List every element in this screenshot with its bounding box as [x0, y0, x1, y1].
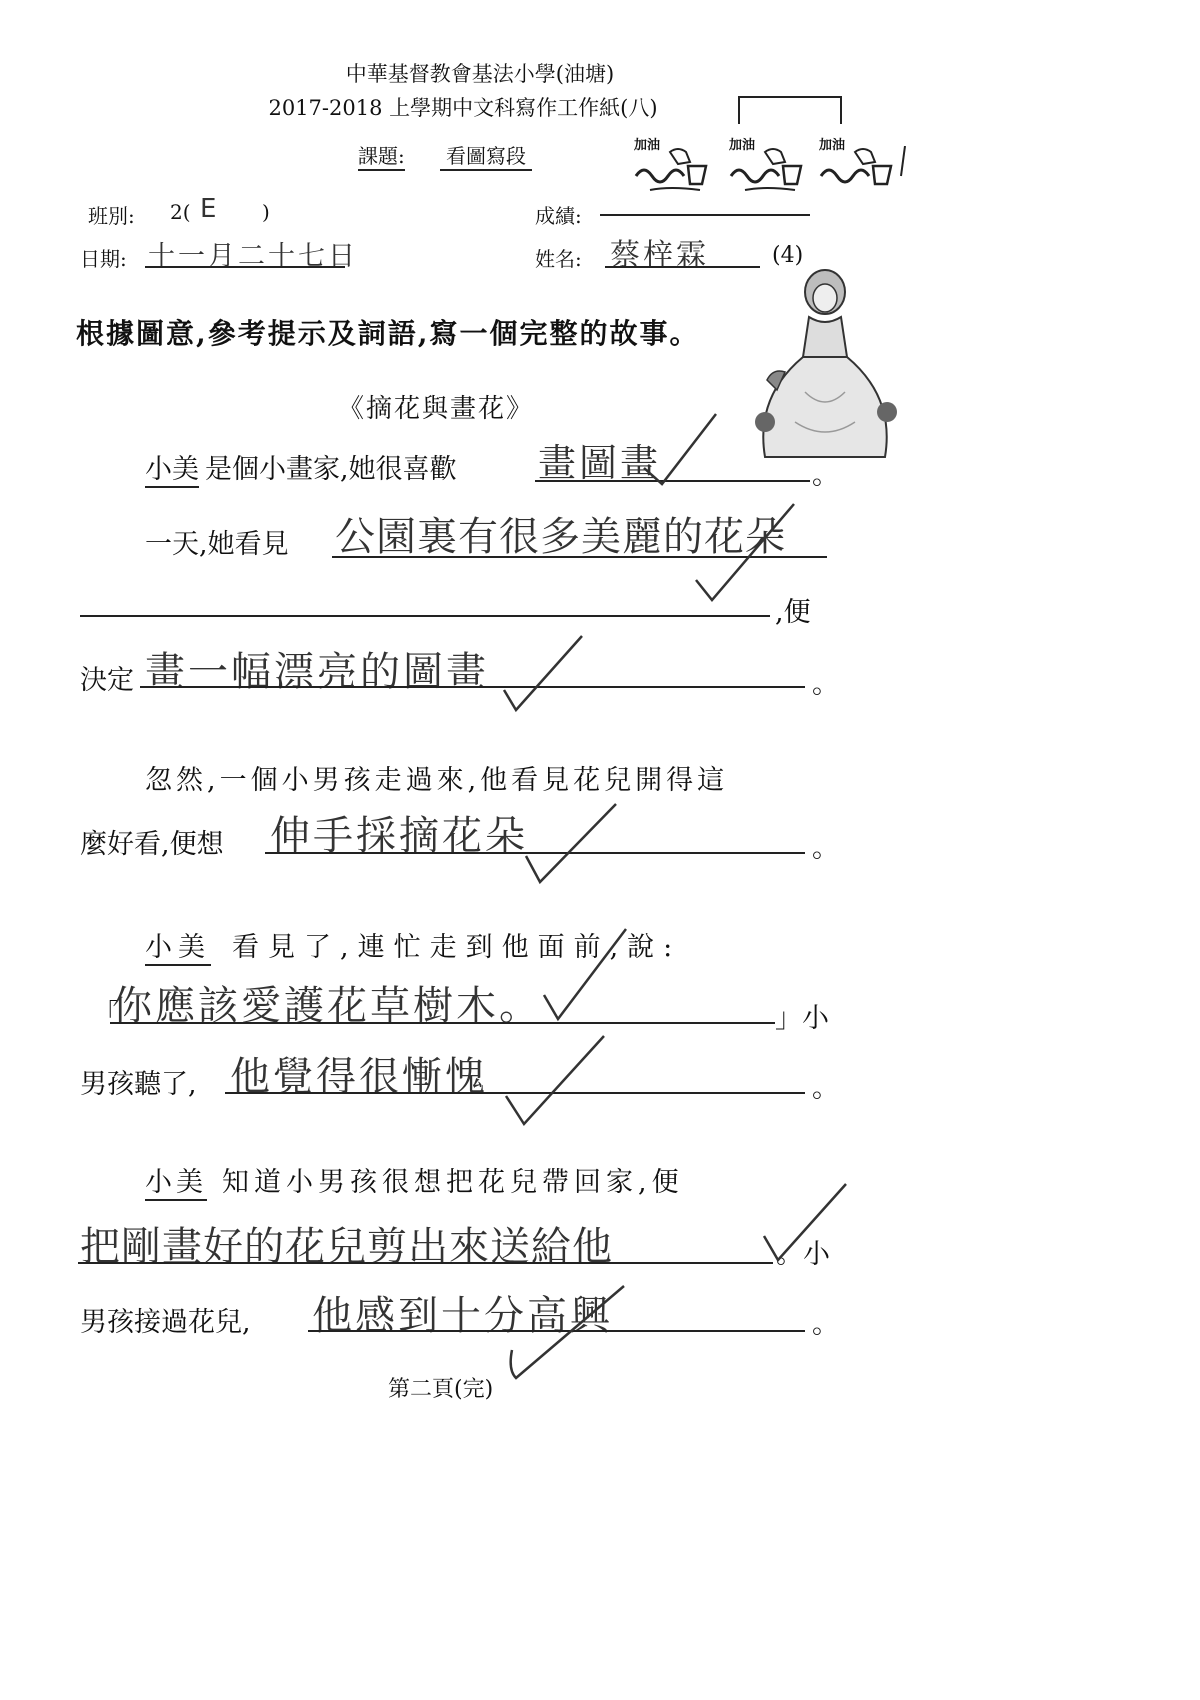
check-mark-icon — [500, 1280, 630, 1390]
p3-end: 。 — [812, 1073, 839, 1104]
date-label: 日期: — [80, 247, 127, 271]
p4-answer-2: 他感到十分高興 — [312, 1293, 613, 1339]
class-prefix: 2( — [170, 200, 191, 224]
p1-text-d: 決定 — [80, 665, 134, 696]
p1-answer-1: 畫圖畫 — [538, 441, 662, 485]
topic-value: 看圖寫段 — [440, 140, 532, 171]
p4-text-c: 。小 — [776, 1239, 830, 1270]
p3-text-b: 男孩聽了, — [80, 1069, 197, 1100]
class-section: E — [200, 194, 220, 224]
cheer-sticker-text: 加油 — [729, 138, 756, 153]
p2-answer: 伸手採摘花朵 — [270, 813, 528, 859]
p3-close-quote: 」小 — [775, 1003, 829, 1034]
date-line — [145, 266, 345, 268]
topic-label: 課題: — [358, 140, 405, 171]
p2-text-a: 忽然,一個小男孩走過來,他看見花兒開得這 — [145, 765, 729, 796]
cheer-sticker — [630, 128, 720, 198]
p1-answer-2: 公園裏有很多美麗的花朵 — [335, 514, 786, 560]
p1-name: 小美 — [145, 447, 199, 488]
p1-blank-2b — [80, 615, 770, 617]
story-title: 《摘花與畫花》 — [338, 394, 535, 424]
name-line — [605, 266, 760, 268]
check-mark-icon — [520, 800, 620, 890]
p2-text-b: 麼好看,便想 — [80, 829, 224, 860]
p1-answer-3: 畫一幅漂亮的圖畫 — [145, 649, 489, 695]
p1-end-1: 。 — [812, 460, 839, 491]
check-mark-icon — [640, 410, 720, 490]
class-label: 班別: — [88, 204, 135, 228]
cheer-stickers — [630, 128, 920, 208]
p2-end: 。 — [812, 833, 839, 864]
p1-blank-3 — [140, 686, 805, 688]
princess-illustration — [745, 262, 905, 472]
page-footer: 第二頁(完) — [388, 1377, 494, 1402]
p4-answer-1: 把剛畫好的花兒剪出來送給他 — [80, 1224, 613, 1270]
snoopy-icon — [725, 146, 815, 196]
p3-name: 小美 — [145, 925, 211, 966]
check-mark-icon — [498, 630, 588, 720]
cheer-sticker — [725, 128, 815, 198]
p3-blank-1 — [110, 1022, 775, 1024]
grade-box — [738, 96, 842, 124]
grade-label: 成績: — [535, 204, 582, 228]
cheer-sticker — [815, 128, 915, 198]
p4-text-a: 知道小男孩很想把花兒帶回家,便 — [222, 1167, 684, 1198]
p1-text-c: ,便 — [775, 597, 811, 628]
name-value: 蔡梓霖 — [610, 238, 709, 273]
check-mark-icon — [760, 1180, 850, 1270]
p1-end-3: 。 — [812, 669, 839, 700]
student-number: (4) — [772, 243, 804, 268]
p1-text-b: 一天,她看見 — [145, 529, 289, 560]
instruction-text: 根據圖意,參考提示及詞語,寫一個完整的故事。 — [76, 317, 700, 350]
check-mark-icon — [500, 1030, 610, 1130]
p4-text-b: 男孩接過花兒, — [80, 1307, 251, 1338]
p4-name: 小美 — [145, 1160, 207, 1201]
p3-text-a: 看見了,連忙走到他面前,說: — [232, 932, 682, 963]
class-close: ) — [262, 200, 270, 224]
check-mark-icon — [690, 500, 800, 610]
worksheet-title: 2017-2018 上學期中文科寫作工作紙(八) — [268, 96, 658, 120]
snoopy-icon — [630, 146, 720, 196]
cheer-sticker-text: 加油 — [819, 138, 846, 153]
p3-answer-2: 他覺得很慚愧 — [230, 1054, 488, 1100]
cheer-sticker-text: 加油 — [634, 138, 661, 153]
school-name: 中華基督教會基法小學(油塘) — [345, 62, 615, 86]
p4-blank-1 — [78, 1262, 773, 1264]
date-value: 十一月二十七日 — [148, 241, 358, 272]
check-mark-icon — [540, 925, 630, 1025]
p3-open-quote: 「 — [92, 999, 119, 1030]
name-label: 姓名: — [535, 247, 582, 271]
grade-line — [600, 214, 810, 216]
p4-end: 。 — [812, 1309, 839, 1340]
p3-answer-1: 你應該愛護花草樹木。 — [112, 983, 542, 1029]
p1-text-a: 是個小畫家,她很喜歡 — [205, 454, 457, 485]
snoopy-icon — [815, 146, 915, 196]
